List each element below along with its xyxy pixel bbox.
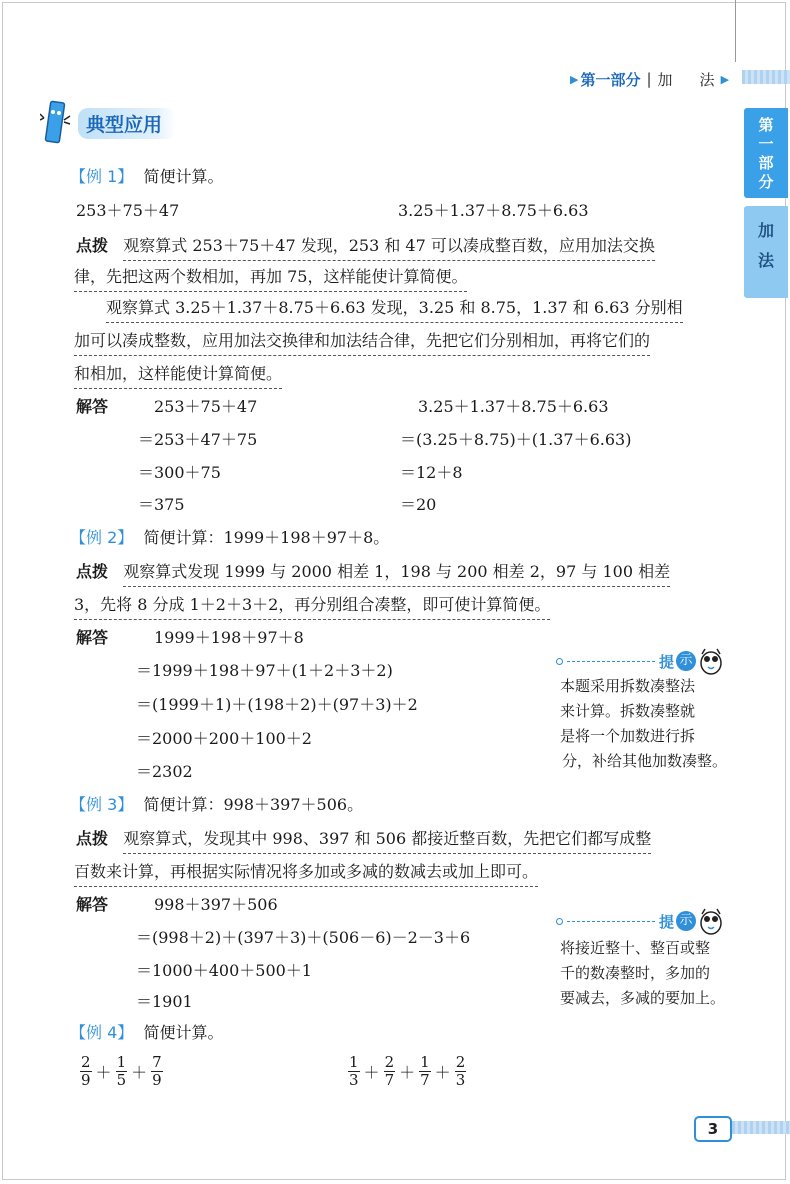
hint-text: 观察算式，发现其中 998、397 和 506 都接近整百数，先把它们都写成整 xyxy=(123,829,651,854)
side-tab-char: 分 xyxy=(758,173,774,191)
hint-text: 加可以凑成整数，应用加法交换律和加法结合律，先把它们分别相加，再将它们的 xyxy=(74,331,650,356)
ex2-hint-line-2 xyxy=(74,594,550,616)
side-tab-chapter xyxy=(744,206,788,298)
side-tab-char: 部 xyxy=(758,154,774,172)
fraction xyxy=(80,1054,92,1089)
denominator: 9 xyxy=(81,1071,91,1089)
hint-text: 百数来计算，再根据实际情况将多加或多减的数减去或加上即可。 xyxy=(74,862,538,887)
tip-line: 分，补给其他加数凑整。 xyxy=(562,752,728,770)
hint-text: 观察算式发现 1999 与 2000 相差 1，198 与 200 相差 2，97 与 100 相差 xyxy=(123,562,670,587)
denominator: 3 xyxy=(455,1071,466,1089)
fraction xyxy=(348,1054,360,1089)
ex1-right-step: 3.25＋1.37＋8.75＋6.63 xyxy=(418,397,609,416)
plus-sign: ＋ xyxy=(363,1063,380,1082)
ex1-hint-line-1 xyxy=(76,235,655,257)
example-2-heading xyxy=(70,527,389,549)
ex1-left-step: ＝253＋47＋75 xyxy=(138,430,258,449)
numerator: 7 xyxy=(152,1053,162,1071)
tip-title: 提 xyxy=(659,652,675,671)
plus-sign: ＋ xyxy=(131,1063,148,1082)
tip-line: 将接近整十、整百或整 xyxy=(560,939,711,957)
numerator: 2 xyxy=(455,1053,466,1071)
dashed-line xyxy=(567,921,655,922)
side-tab-char: 第 xyxy=(758,116,774,134)
dot-icon xyxy=(556,918,563,925)
footer-stripe xyxy=(732,1121,790,1134)
header-separator: | xyxy=(646,70,652,88)
ex3-step: ＝1901 xyxy=(136,992,193,1011)
running-header xyxy=(570,68,731,90)
fraction xyxy=(151,1054,163,1089)
plus-sign: ＋ xyxy=(95,1063,112,1082)
denominator: 9 xyxy=(152,1071,162,1089)
tip-title: 提 xyxy=(659,912,675,931)
example-tag: 【例 3】 xyxy=(70,795,134,814)
ex3-hint-line-2 xyxy=(74,861,538,883)
ruler-mascot-icon xyxy=(40,100,72,146)
section-title-text: 典型应用 xyxy=(78,108,176,139)
header-stripe xyxy=(742,70,790,84)
ex1-hint-line-2 xyxy=(74,266,467,288)
example-1-heading xyxy=(70,166,223,188)
ex3-step: ＝1000＋400＋500＋1 xyxy=(136,961,312,980)
ex1-left-expression: 253＋75＋47 xyxy=(76,201,180,220)
owl-mascot-icon xyxy=(696,646,726,676)
ex1-hint-line-3 xyxy=(106,297,683,319)
numerator: 1 xyxy=(116,1053,127,1071)
hint-text: 和相加，这样能使计算简便。 xyxy=(74,364,282,389)
tip-line: 是将一个加数进行拆 xyxy=(560,727,696,745)
numerator: 2 xyxy=(81,1053,91,1071)
tip-header xyxy=(556,646,726,676)
header-chapter: 加 法 xyxy=(657,70,721,89)
example-prompt: 简便计算。 xyxy=(143,1023,224,1042)
tip-badge: 示 xyxy=(676,651,696,671)
side-tab-char: 法 xyxy=(757,251,774,270)
dot-icon xyxy=(556,658,563,665)
hint-text: 律，先把这两个数相加，再加 75，这样能使计算简便。 xyxy=(74,267,467,292)
ex1-left-step: ＝375 xyxy=(138,495,185,514)
ex3-hint-line-1 xyxy=(76,828,651,850)
fraction xyxy=(116,1054,128,1089)
example-3-heading xyxy=(70,794,363,816)
hint-text: 观察算式 253＋75＋47 发现，253 和 47 可以凑成整百数，应用加法交换 xyxy=(123,236,655,261)
numerator: 2 xyxy=(384,1053,395,1071)
ex3-step: ＝(998＋2)＋(397＋3)＋(506－6)－2－3＋6 xyxy=(136,928,471,947)
tip-line: 要减去，多减的要加上。 xyxy=(560,989,726,1007)
side-tab-part xyxy=(744,108,788,198)
example-tag: 【例 2】 xyxy=(70,528,134,547)
triangle-icon: ▶ xyxy=(570,72,579,86)
example-4-heading xyxy=(70,1022,223,1044)
ex2-step: ＝2000＋200＋100＋2 xyxy=(136,729,312,748)
owl-mascot-icon xyxy=(696,906,726,936)
tip-line: 本题采用拆数凑整法 xyxy=(560,677,696,695)
tip-box xyxy=(560,936,736,1011)
triangle-icon: ▶ xyxy=(720,72,730,86)
side-tab-char: 一 xyxy=(758,135,774,153)
tip-header xyxy=(556,906,726,936)
answer-label: 解答 xyxy=(76,895,109,914)
crop-line xyxy=(735,0,736,62)
ex4-right-expression xyxy=(348,1054,466,1089)
ex1-right-expression: 3.25＋1.37＋8.75＋6.63 xyxy=(398,201,589,220)
section-title xyxy=(40,100,176,146)
hint-text: 3，先将 8 分成 1＋2＋3＋2，再分别组合凑整，即可使计算简便。 xyxy=(74,595,550,620)
numerator: 1 xyxy=(349,1053,359,1071)
example-prompt: 简便计算：998＋397＋506。 xyxy=(143,795,364,814)
hint-label: 点拨 xyxy=(76,562,109,581)
hint-text: 观察算式 3.25＋1.37＋8.75＋6.63 发现，3.25 和 8.75，1.37 和 6.63 分别相 xyxy=(106,298,683,323)
tip-box xyxy=(560,674,736,774)
numerator: 1 xyxy=(420,1053,430,1071)
fraction xyxy=(455,1054,467,1089)
page-number: 3 xyxy=(694,1116,732,1142)
answer-label: 解答 xyxy=(76,628,109,647)
ex1-hint-line-4 xyxy=(74,330,650,352)
plus-sign: ＋ xyxy=(399,1063,416,1082)
ex1-left-step: 253＋75＋47 xyxy=(154,397,258,416)
ex2-step: ＝1999＋198＋97＋(1＋2＋3＋2) xyxy=(136,661,393,680)
ex4-left-expression xyxy=(80,1054,163,1089)
example-tag: 【例 1】 xyxy=(70,167,134,186)
fraction xyxy=(419,1054,431,1089)
ex2-step: 1999＋198＋97＋8 xyxy=(154,628,304,647)
ex1-right-step: ＝20 xyxy=(400,495,437,514)
fraction xyxy=(384,1054,396,1089)
denominator: 7 xyxy=(420,1071,430,1089)
ex2-step: ＝(1999＋1)＋(198＋2)＋(97＋3)＋2 xyxy=(136,695,418,714)
header-part: 第一部分 xyxy=(580,70,641,89)
ex2-hint-line-1 xyxy=(76,561,670,583)
denominator: 5 xyxy=(116,1071,127,1089)
side-tab-char: 加 xyxy=(757,221,774,240)
ex1-right-step: ＝(3.25＋8.75)＋(1.37＋6.63) xyxy=(400,430,632,449)
dashed-line xyxy=(567,661,655,662)
hint-label: 点拨 xyxy=(76,236,109,255)
tip-line: 来计算。拆数凑整就 xyxy=(560,702,696,720)
tip-line: 千的数凑整时，多加的 xyxy=(560,964,711,982)
ex1-left-step: ＝300＋75 xyxy=(138,463,221,482)
plus-sign: ＋ xyxy=(434,1063,451,1082)
ex1-right-step: ＝12＋8 xyxy=(400,463,463,482)
ex2-step: ＝2302 xyxy=(136,762,193,781)
example-prompt: 简便计算。 xyxy=(143,167,224,186)
answer-label: 解答 xyxy=(76,397,109,416)
denominator: 7 xyxy=(384,1071,395,1089)
tip-badge: 示 xyxy=(676,911,696,931)
ex1-hint-line-5 xyxy=(74,363,282,385)
denominator: 3 xyxy=(349,1071,359,1089)
example-prompt: 简便计算：1999＋198＋97＋8。 xyxy=(143,528,390,547)
ex3-step: 998＋397＋506 xyxy=(154,895,278,914)
hint-label: 点拨 xyxy=(76,829,109,848)
example-tag: 【例 4】 xyxy=(70,1023,134,1042)
